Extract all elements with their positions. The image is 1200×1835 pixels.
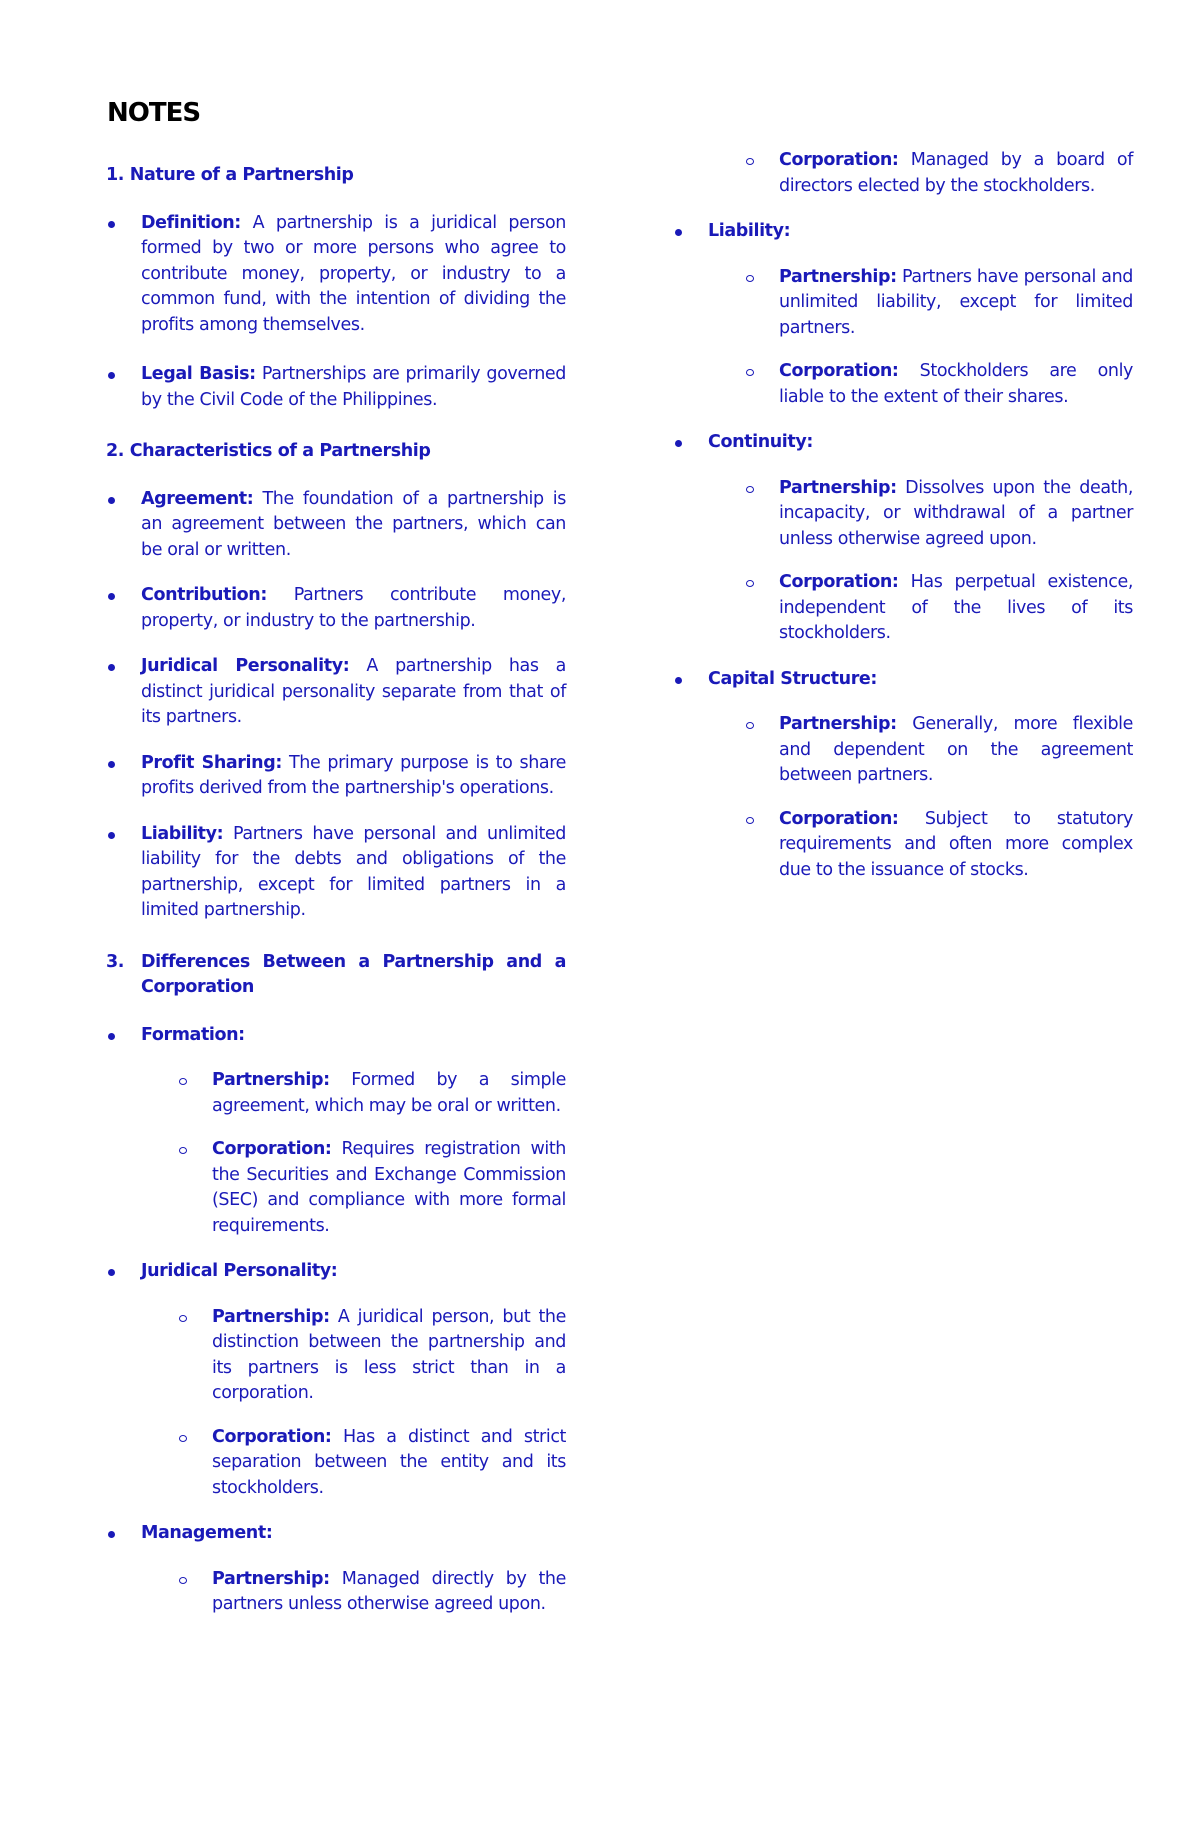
bullet-icon xyxy=(108,664,115,671)
continuity-item xyxy=(673,430,1133,456)
section-3-heading xyxy=(106,950,566,1001)
circle-bullet-icon xyxy=(746,722,754,729)
formation-corporation-item xyxy=(106,1137,566,1239)
item-label: Corporation: xyxy=(212,1426,332,1447)
left-column xyxy=(106,163,566,1618)
juridical-partnership-item xyxy=(106,1305,566,1407)
liability-diff-item xyxy=(673,219,1133,245)
circle-bullet-icon xyxy=(746,817,754,824)
item-label: Profit Sharing: xyxy=(141,752,282,773)
continuity-partnership-item xyxy=(673,476,1133,553)
page-title: NOTES xyxy=(107,98,201,128)
item-label: Partnership: xyxy=(212,1306,330,1327)
agreement-item xyxy=(106,487,566,564)
circle-bullet-icon xyxy=(179,1315,187,1322)
item-text: Dissolves upon the death, incapacity, or withdrawal of a partner unless otherwise agreed upon. xyxy=(779,477,1133,549)
item-text: The foundation of a partnership is an agreement between the partners, which can be oral or written. xyxy=(141,488,566,560)
circle-bullet-icon xyxy=(179,1147,187,1154)
item-text: Stockholders are only liable to the extent of their shares. xyxy=(779,361,1133,407)
bullet-icon xyxy=(108,221,115,228)
formation-item xyxy=(106,1023,566,1049)
juridical-corporation-item xyxy=(106,1425,566,1502)
item-text: Managed directly by the partners unless otherwise agreed upon. xyxy=(212,1568,566,1614)
circle-bullet-icon xyxy=(746,486,754,493)
item-label: Formation: xyxy=(141,1024,245,1045)
item-text: Partnerships are primarily governed by the Civil Code of the Philippines. xyxy=(141,364,566,410)
section-number: 3. xyxy=(106,951,125,972)
bullet-icon xyxy=(108,497,115,504)
item-text: A partnership has a distinct juridical personality separate from that of its partners. xyxy=(141,656,567,727)
item-label: Agreement: xyxy=(141,488,254,509)
item-label: Corporation: xyxy=(212,1139,332,1159)
section-title: Differences Between a Partnership and a Corporation xyxy=(141,951,566,997)
juridical-personality-item xyxy=(106,654,566,731)
bullet-icon xyxy=(108,593,115,600)
liability-partnership-item xyxy=(673,265,1133,342)
bullet-icon xyxy=(108,1033,115,1040)
circle-bullet-icon xyxy=(179,1078,187,1085)
item-text: Partners have personal and unlimited liability for the debts and obligations of the partnership, except for limited partners in a limited partnership. xyxy=(141,823,566,920)
item-text: Formed by a simple agreement, which may be oral or written. xyxy=(212,1070,566,1116)
circle-bullet-icon xyxy=(746,580,754,587)
item-text: Managed by a board of directors elected by the stockholders. xyxy=(779,150,1133,196)
bullet-icon xyxy=(675,229,682,236)
definition-item xyxy=(106,211,566,339)
circle-bullet-icon xyxy=(746,275,754,282)
section-1-heading: 1. Nature of a Partnership xyxy=(106,165,354,185)
liability-corporation-item xyxy=(673,359,1133,410)
item-text: A partnership is a juridical person formed by two or more persons who agree to contribute money, property, or industry to a common fund, with the intention of dividing the profits among themselves. xyxy=(141,212,566,335)
item-text: Subject to statutory requirements and often more complex due to the issuance of stocks. xyxy=(779,808,1133,880)
item-label: Partnership: xyxy=(779,266,897,287)
item-label: Liability: xyxy=(708,221,791,241)
circle-bullet-icon xyxy=(179,1577,187,1584)
circle-bullet-icon xyxy=(179,1435,187,1442)
item-text: Generally, more flexible and dependent on the agreement between partners. xyxy=(779,714,1133,785)
item-text: Partners contribute money, property, or industry to the partnership. xyxy=(141,585,566,631)
item-label: Corporation: xyxy=(779,572,899,592)
right-column xyxy=(673,148,1133,883)
bullet-icon xyxy=(108,1531,115,1538)
item-label: Contribution: xyxy=(141,585,267,605)
continuity-corporation-item xyxy=(673,570,1133,647)
bullet-icon xyxy=(675,677,682,684)
bullet-icon xyxy=(108,832,115,839)
item-label: Definition: xyxy=(141,212,241,233)
liability-item xyxy=(106,822,566,924)
management-corporation-item xyxy=(673,148,1133,199)
item-label: Corporation: xyxy=(779,361,899,381)
bullet-icon xyxy=(108,761,115,768)
item-text: Has perpetual existence, independent of the lives of its stockholders. xyxy=(779,572,1133,643)
item-text: The primary purpose is to share profits derived from the partnership's operations. xyxy=(141,752,566,798)
item-label: Partnership: xyxy=(779,714,897,734)
item-label: Juridical Personality: xyxy=(141,656,350,676)
item-label: Partnership: xyxy=(212,1070,330,1090)
item-label: Partnership: xyxy=(212,1568,330,1589)
item-label: Corporation: xyxy=(779,808,899,829)
item-label: Capital Structure: xyxy=(708,668,877,689)
item-text: A juridical person, but the distinction between the partnership and its partners is less strict than in a corporation. xyxy=(212,1306,566,1403)
profit-sharing-item xyxy=(106,751,566,802)
management-item xyxy=(106,1521,566,1547)
circle-bullet-icon xyxy=(746,369,754,376)
item-text: Requires registration with the Securities and Exchange Commission (SEC) and compliance with more formal requirements. xyxy=(212,1139,566,1236)
item-label: Legal Basis: xyxy=(141,364,256,384)
bullet-icon xyxy=(108,372,115,379)
item-label: Management: xyxy=(141,1523,273,1543)
capital-structure-item xyxy=(673,667,1133,693)
item-label: Continuity: xyxy=(708,432,813,452)
item-label: Partnership: xyxy=(779,477,897,498)
bullet-icon xyxy=(108,1269,115,1276)
management-partnership-item xyxy=(106,1567,566,1618)
item-label: Liability: xyxy=(141,823,224,844)
item-text: Has a distinct and strict separation between the entity and its stockholders. xyxy=(212,1426,566,1498)
item-label: Juridical Personality: xyxy=(141,1261,338,1281)
capital-partnership-item xyxy=(673,712,1133,789)
bullet-icon xyxy=(675,440,682,447)
item-label: Corporation: xyxy=(779,150,899,170)
circle-bullet-icon xyxy=(746,158,754,165)
formation-partnership-item xyxy=(106,1068,566,1119)
juridical-item xyxy=(106,1259,566,1285)
legal-basis-item xyxy=(106,362,566,413)
contribution-item xyxy=(106,583,566,634)
item-text: Partners have personal and unlimited liability, except for limited partners. xyxy=(779,266,1133,338)
capital-corporation-item xyxy=(673,807,1133,884)
section-2-heading: 2. Characteristics of a Partnership xyxy=(106,441,431,461)
